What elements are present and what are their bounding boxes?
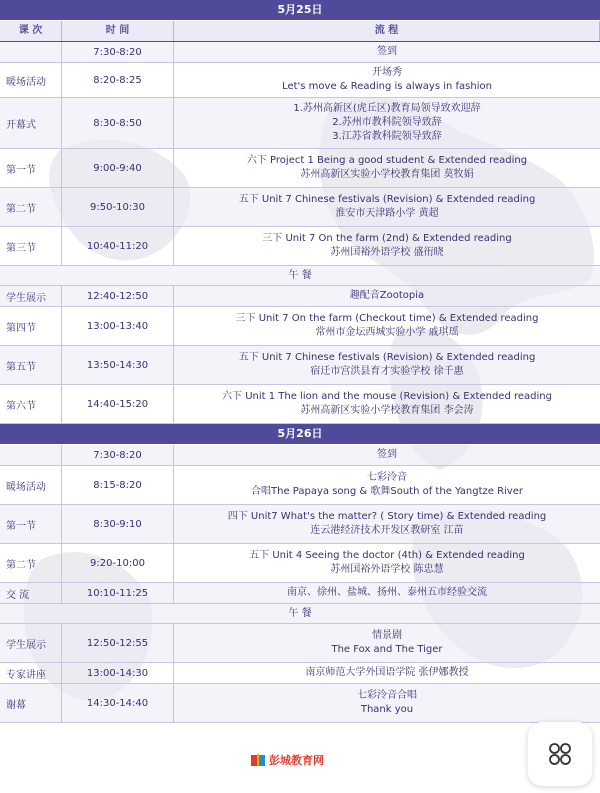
- process-line: 淮安市天津路小学 黄超: [335, 208, 439, 219]
- column-lesson: 课 次: [0, 21, 62, 41]
- process-line: 五下 Unit 4 Seeing the doctor (4th) & Extended reading: [249, 550, 525, 561]
- process-cell: [174, 445, 600, 465]
- process-cell: [174, 385, 600, 423]
- table-row: [0, 445, 600, 466]
- table-row: [0, 684, 600, 723]
- lesson-cell: 谢幕: [0, 684, 62, 722]
- lesson-cell: 学生展示: [0, 624, 62, 662]
- lesson-cell: 第六节: [0, 385, 62, 423]
- lesson-cell: 第一节: [0, 505, 62, 543]
- process-line: 签到: [377, 449, 397, 460]
- lesson-cell: 第五节: [0, 346, 62, 384]
- process-cell: [174, 188, 600, 226]
- table-row: [0, 149, 600, 188]
- watermark-text: 彭城教育网: [269, 754, 324, 767]
- time-cell: 13:50-14:30: [62, 346, 174, 384]
- table-row: [0, 663, 600, 684]
- process-line: 六下 Project 1 Being a good student & Extended reading: [246, 155, 528, 166]
- time-cell: 9:20-10:00: [62, 544, 174, 582]
- table-row: [0, 624, 600, 663]
- process-cell: [174, 98, 600, 148]
- lesson-cell: 第二节: [0, 544, 62, 582]
- lunch-row-2: 午 餐: [0, 604, 600, 624]
- process-cell: [174, 466, 600, 504]
- process-line: 五下 Unit 7 Chinese festivals (Revision) & Extended reading: [238, 194, 536, 205]
- time-cell: 12:50-12:55: [62, 624, 174, 662]
- process-line: 情景剧: [372, 630, 402, 641]
- lesson-cell: 开幕式: [0, 98, 62, 148]
- time-cell: 10:10-11:25: [62, 583, 174, 603]
- process-line: 连云港经济技术开发区教研室 江苗: [310, 525, 464, 536]
- column-process: 流 程: [174, 21, 600, 41]
- process-line: 宿迁市宫洪县育才实验学校 徐千惠: [310, 366, 464, 377]
- process-cell: [174, 583, 600, 603]
- lesson-cell: 学生展示: [0, 286, 62, 306]
- process-line: Let's move & Reading is always in fashion: [282, 81, 492, 92]
- day1-rows: [0, 42, 600, 266]
- column-time: 时 间: [62, 21, 174, 41]
- lesson-cell: [0, 445, 62, 465]
- process-line: 合唱The Papaya song & 歌舞South of the Yangtze River: [251, 486, 523, 497]
- process-line: 南京师范大学外国语学院 张伊娜教授: [305, 667, 469, 678]
- day2-rows: [0, 445, 600, 604]
- process-line: 趣配音Zootopia: [349, 290, 425, 301]
- lesson-cell: [0, 42, 62, 62]
- process-line: 苏州高新区实验小学校教育集团 莫牧娟: [300, 169, 474, 180]
- process-line: 六下 Unit 1 The lion and the mouse (Revision) & Extended reading: [222, 391, 552, 402]
- lesson-cell: 暖场活动: [0, 63, 62, 97]
- lesson-cell: 暖场活动: [0, 466, 62, 504]
- process-line: 3.江苏省教科院领导致辞: [332, 131, 442, 142]
- day2-rows-afternoon: [0, 624, 600, 723]
- process-line: Thank you: [360, 704, 414, 715]
- time-cell: 14:40-15:20: [62, 385, 174, 423]
- process-line: 常州市金坛西城实验小学 戚琪瑶: [315, 327, 459, 338]
- day1-rows-afternoon: [0, 286, 600, 424]
- process-line: 苏州国裕外语学校 陈忠慧: [330, 564, 444, 575]
- process-line: 2.苏州市教科院领导致辞: [332, 117, 442, 128]
- process-line: 七彩泠音合唱: [357, 690, 417, 701]
- book-logo-icon: [250, 752, 266, 768]
- lesson-cell: 专家讲座: [0, 663, 62, 683]
- process-cell: [174, 227, 600, 265]
- process-line: 南京、徐州、盐城、扬州、泰州五市经验交流: [287, 587, 487, 598]
- table-row: [0, 346, 600, 385]
- table-row: [0, 188, 600, 227]
- table-row: [0, 583, 600, 604]
- time-cell: 7:30-8:20: [62, 445, 174, 465]
- table-row: [0, 63, 600, 98]
- menu-button[interactable]: [528, 722, 592, 786]
- time-cell: 8:30-9:10: [62, 505, 174, 543]
- lesson-cell: 交 流: [0, 583, 62, 603]
- process-line: 签到: [377, 46, 397, 57]
- table-row: [0, 544, 600, 583]
- table-row: [0, 98, 600, 149]
- table-row: [0, 466, 600, 505]
- process-line: 四下 Unit7 What's the matter? ( Story time) & Extended reading: [227, 511, 547, 522]
- site-watermark: [250, 752, 324, 768]
- time-cell: 10:40-11:20: [62, 227, 174, 265]
- process-line: 三下 Unit 7 On the farm (Checkout time) & Extended reading: [235, 313, 539, 324]
- process-line: 五下 Unit 7 Chinese festivals (Revision) & Extended reading: [238, 352, 536, 363]
- process-line: 三下 Unit 7 On the farm (2nd) & Extended reading: [262, 233, 512, 244]
- lesson-cell: 第四节: [0, 307, 62, 345]
- table-row: [0, 286, 600, 307]
- process-cell: [174, 149, 600, 187]
- lesson-cell: 第二节: [0, 188, 62, 226]
- lesson-cell: 第三节: [0, 227, 62, 265]
- process-line: 苏州国裕外语学校 盛衎晓: [330, 247, 444, 258]
- process-cell: [174, 346, 600, 384]
- time-cell: 8:20-8:25: [62, 63, 174, 97]
- time-cell: 14:30-14:40: [62, 684, 174, 722]
- table-row: [0, 227, 600, 266]
- lunch-row-1: 午 餐: [0, 266, 600, 286]
- process-cell: [174, 42, 600, 62]
- table-row: [0, 42, 600, 63]
- process-cell: [174, 286, 600, 306]
- time-cell: 8:15-8:20: [62, 466, 174, 504]
- process-cell: [174, 63, 600, 97]
- process-cell: [174, 663, 600, 683]
- lesson-cell: 第一节: [0, 149, 62, 187]
- process-line: 苏州高新区实验小学校教育集团 李会涛: [300, 405, 474, 416]
- column-headers: [0, 21, 600, 42]
- day-header-1: 5月25日: [0, 0, 600, 21]
- table-row: [0, 307, 600, 346]
- process-cell: [174, 544, 600, 582]
- process-line: The Fox and The Tiger: [331, 644, 443, 655]
- process-line: 开场秀: [372, 67, 402, 78]
- process-cell: [174, 505, 600, 543]
- time-cell: 9:00-9:40: [62, 149, 174, 187]
- table-row: [0, 505, 600, 544]
- process-line: 七彩泠音: [367, 472, 407, 483]
- time-cell: 12:40-12:50: [62, 286, 174, 306]
- day-header-2: 5月26日: [0, 424, 600, 445]
- time-cell: 9:50-10:30: [62, 188, 174, 226]
- process-cell: [174, 684, 600, 722]
- time-cell: 13:00-13:40: [62, 307, 174, 345]
- grid-menu-icon: [547, 741, 573, 767]
- table-row: [0, 385, 600, 424]
- time-cell: 13:00-14:30: [62, 663, 174, 683]
- process-cell: [174, 624, 600, 662]
- time-cell: 8:30-8:50: [62, 98, 174, 148]
- time-cell: 7:30-8:20: [62, 42, 174, 62]
- process-line: 1.苏州高新区(虎丘区)教育局领导致欢迎辞: [293, 103, 481, 114]
- process-cell: [174, 307, 600, 345]
